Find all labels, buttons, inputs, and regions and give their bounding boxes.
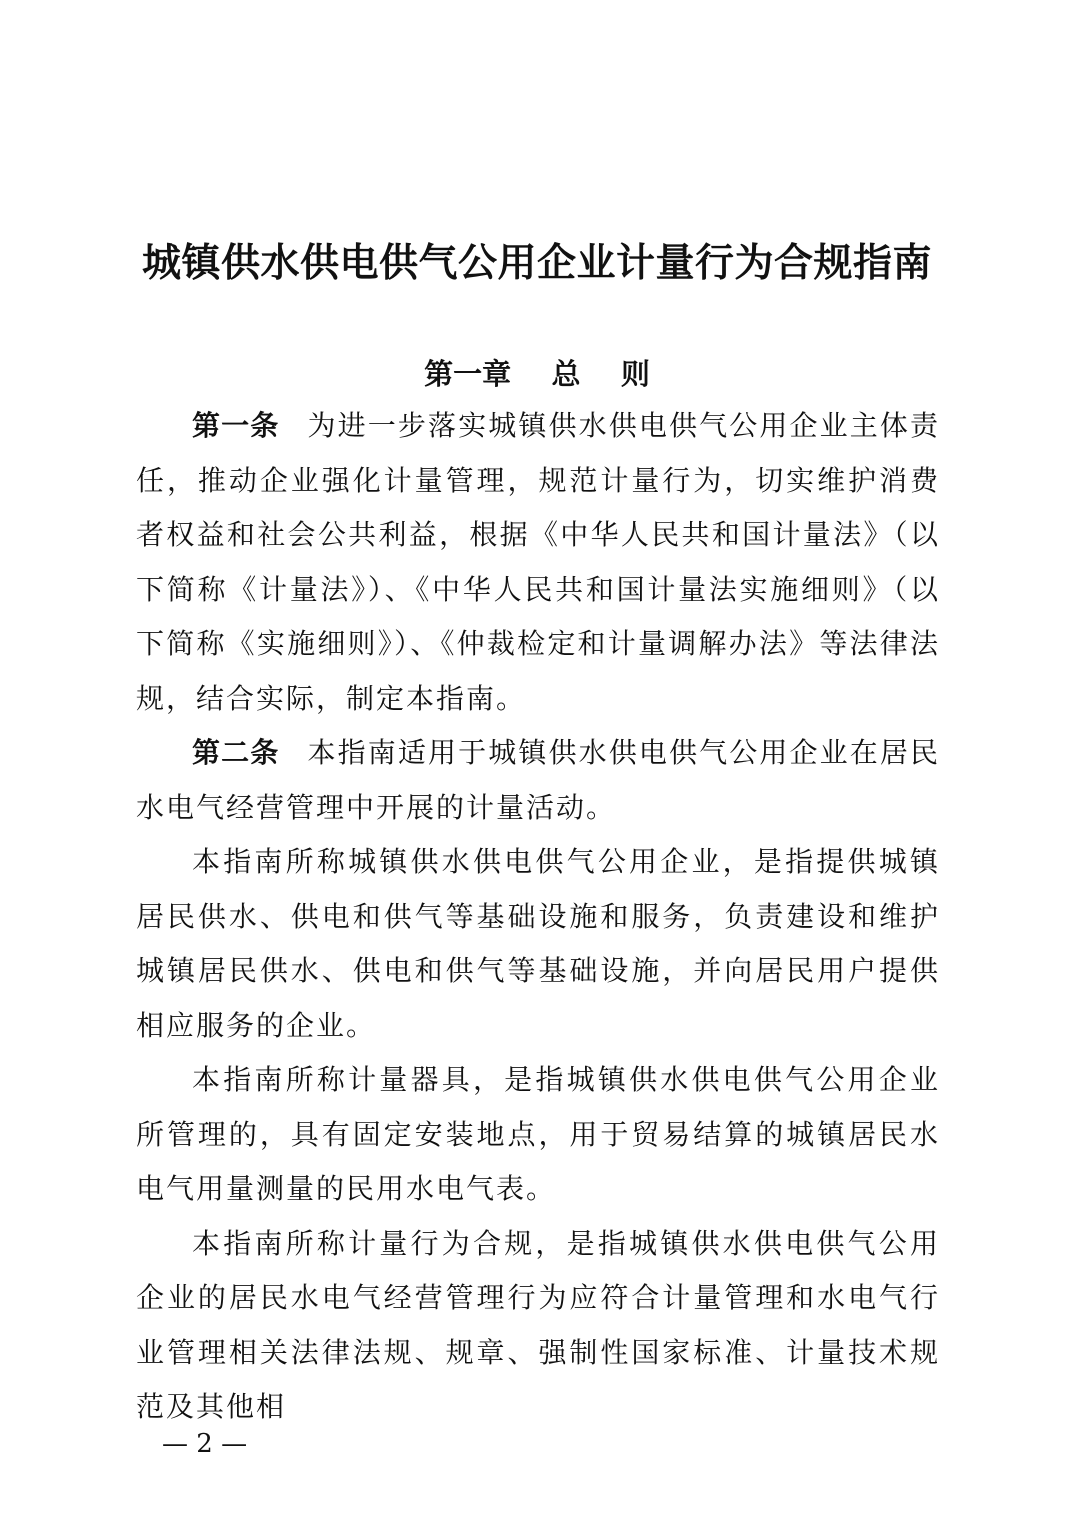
paragraph-text: 本指南适用于城镇供水供电供气公用企业在居民水电气经营管理中开展的计量活动。 (136, 736, 940, 824)
document-title: 城镇供水供电供气公用企业计量行为合规指南 (141, 241, 932, 286)
document-body (136, 399, 940, 1435)
paragraph-article-2 (136, 726, 940, 835)
paragraph-text: 本指南所称计量器具，是指城镇供水供电供气公用企业所管理的，具有固定安装地点，用于贸易结算的城镇居民水电气用量测量的民用水电气表。 (136, 1063, 940, 1205)
paragraph-article-1 (136, 399, 940, 726)
chapter-heading: 第一章 总 则 (424, 357, 650, 391)
paragraph-text: 本指南所称计量行为合规，是指城镇供水供电供气公用企业的居民水电气经营管理行为应符合计量管理和水电气行业管理相关法律法规、规章、强制性国家标准、计量技术规范及其他相 (136, 1226, 940, 1423)
paragraph-definition-compliance (136, 1217, 940, 1435)
paragraph-definition-enterprise (136, 835, 940, 1053)
paragraph-text: 为进一步落实城镇供水供电供气公用企业主体责任，推动企业强化计量管理，规范计量行为，切实维护消费者权益和社会公共利益，根据《中华人民共和国计量法》（以下简称《计量法》）、《中华人民共和国计量法实施细则》（以下简称《实施细则》）、《仲裁检定和计量调解办法》等法律法规，结合实际，制定本指南。 (136, 409, 940, 715)
article-number: 第二条 (192, 736, 280, 769)
page-number: — 2 — (162, 1429, 248, 1459)
article-number: 第一条 (192, 409, 280, 442)
paragraph-definition-instrument (136, 1053, 940, 1217)
paragraph-text: 本指南所称城镇供水供电供气公用企业，是指提供城镇居民供水、供电和供气等基础设施和服务，负责建设和维护城镇居民供水、供电和供气等基础设施，并向居民用户提供相应服务的企业。 (136, 845, 940, 1042)
